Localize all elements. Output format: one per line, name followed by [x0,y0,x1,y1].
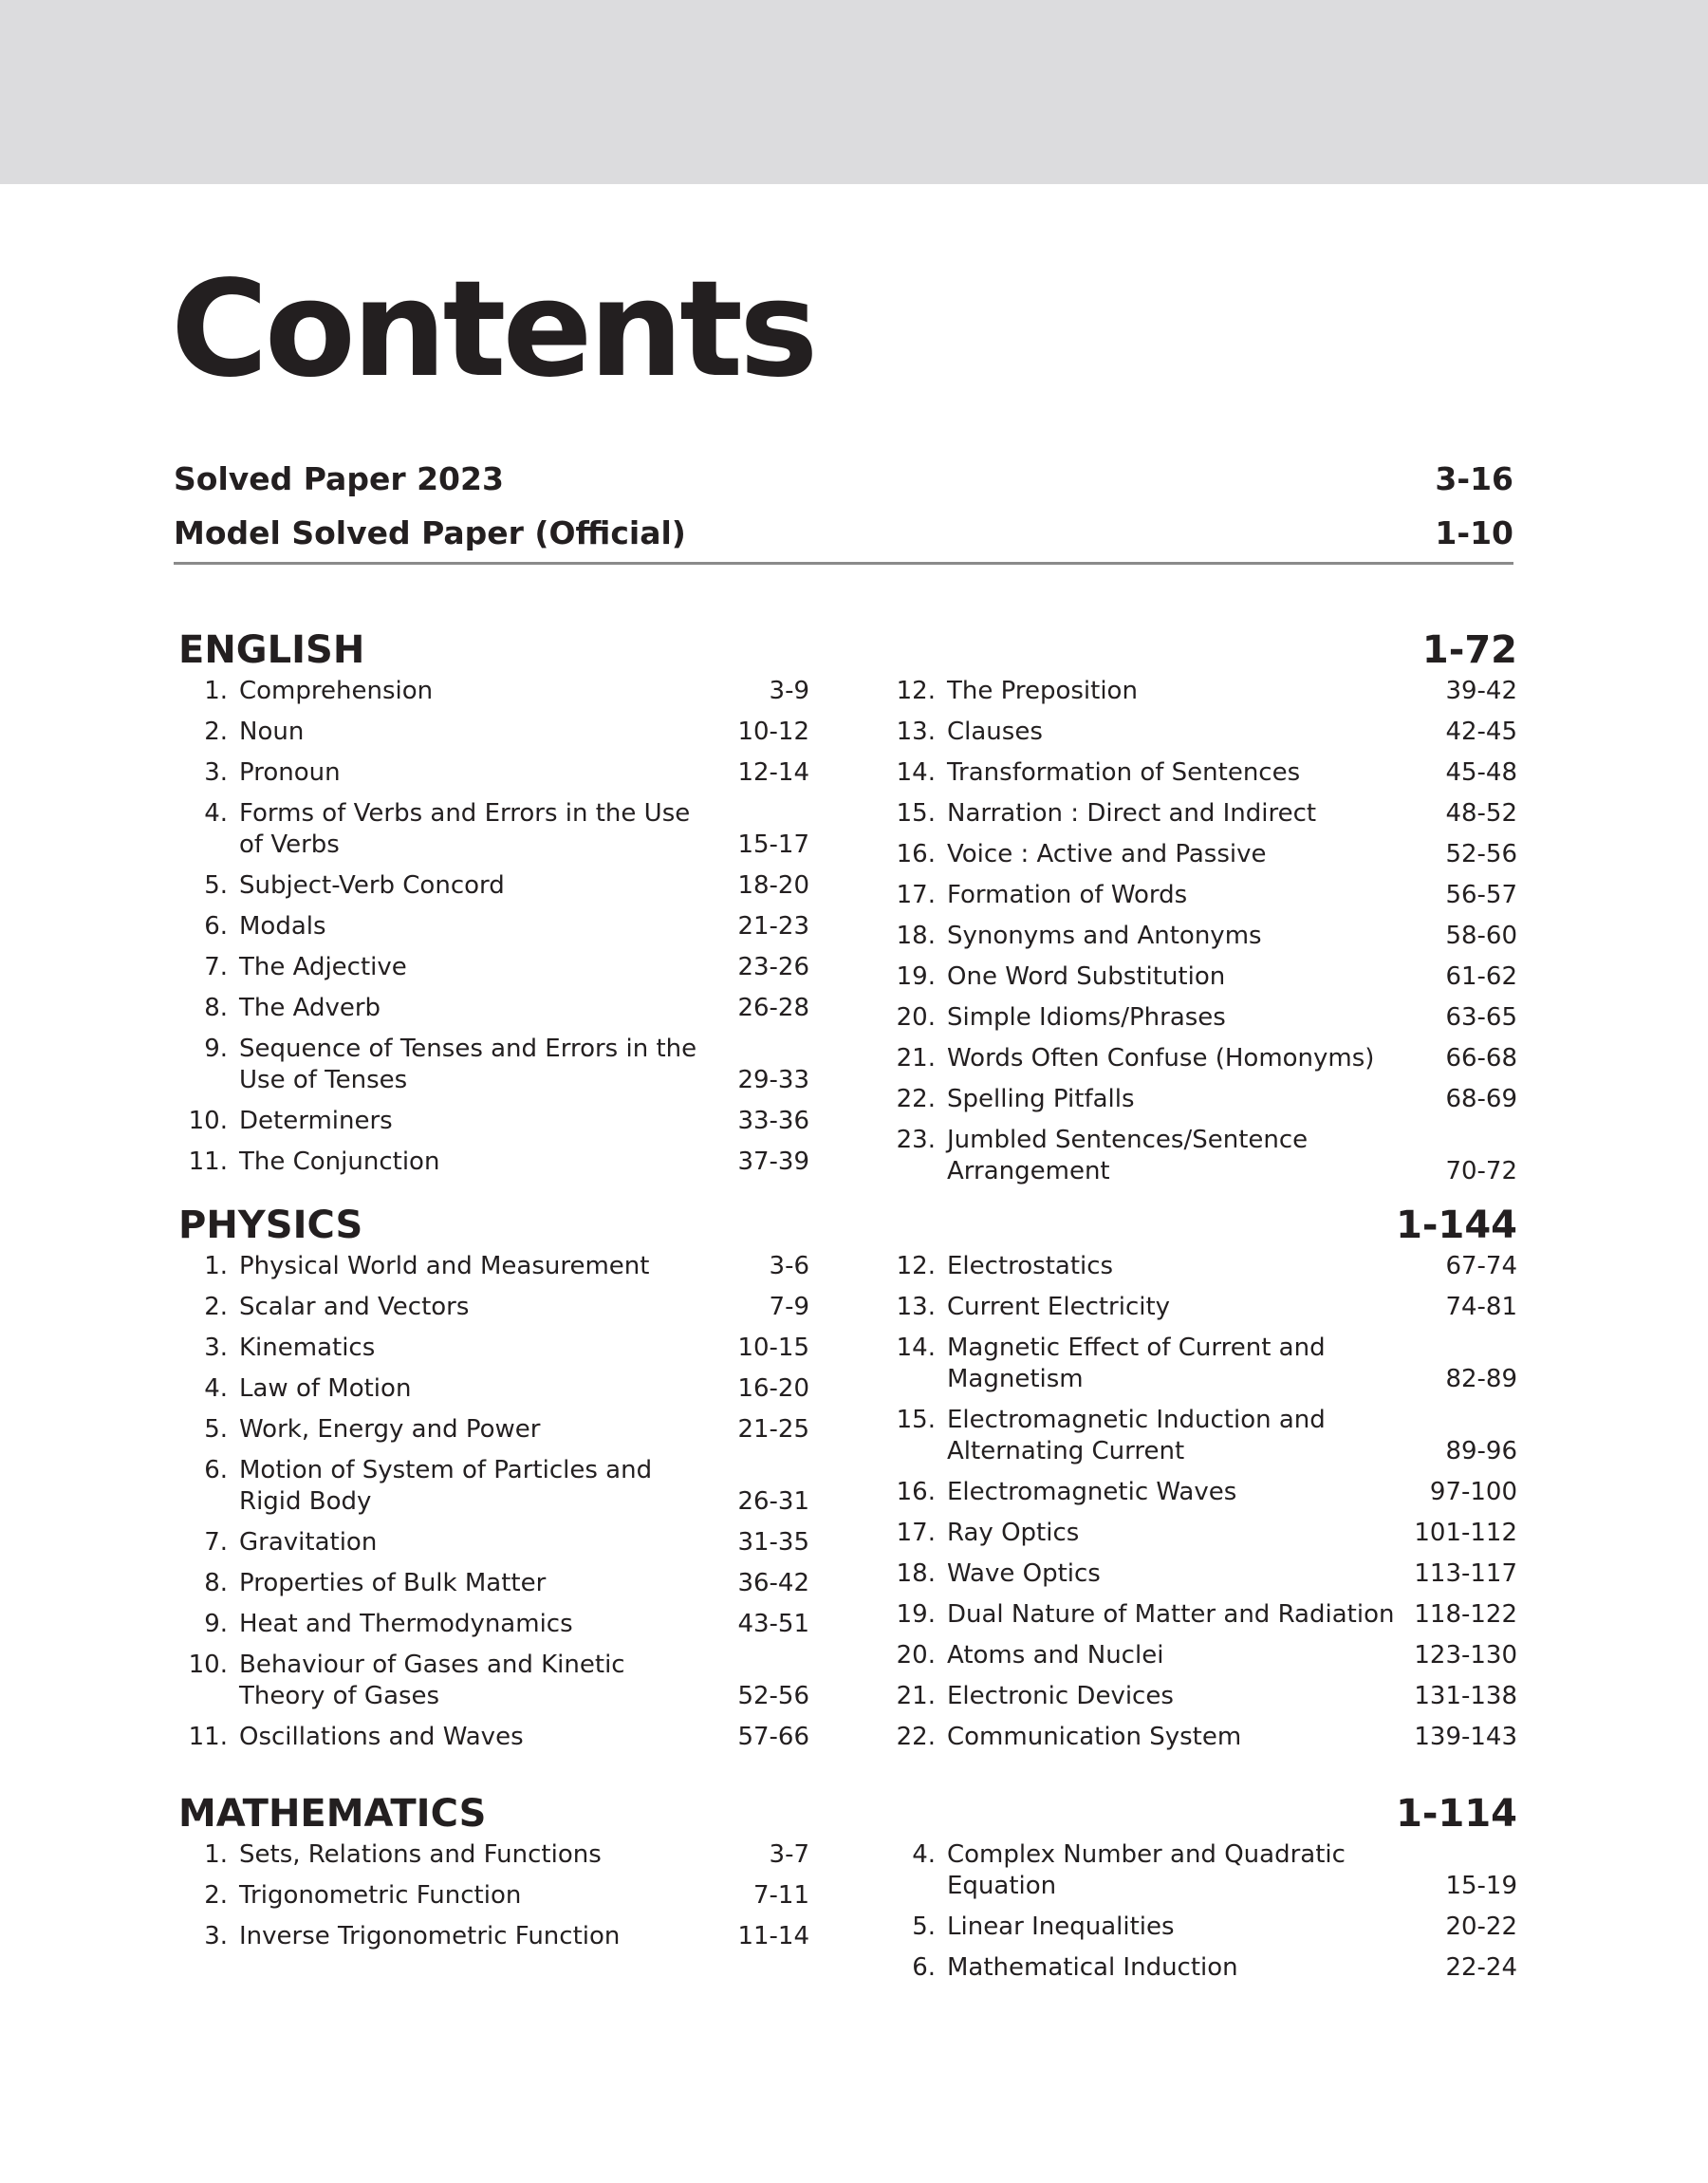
entry-title: Clauses [947,718,1043,746]
section-header [178,1792,1517,1836]
entry-number: 11. [188,1723,228,1751]
entry-pages: 82-89 [1445,1365,1517,1393]
entry-number: 5. [204,871,228,900]
toc-entry [178,1604,809,1645]
entry-title: Work, Energy and Power [239,1415,541,1444]
toc-entry [178,1246,809,1287]
toc-entry [178,947,809,988]
entry-title: Magnetic Effect of Current and Magnetism [947,1334,1326,1393]
entry-number: 19. [896,962,936,991]
toc-entry [886,1635,1517,1676]
entry-number: 21. [896,1044,936,1073]
front-matter-row [174,460,1513,497]
entry-pages: 18-20 [737,871,809,900]
entry-number: 12. [896,677,936,705]
entry-title: Behaviour of Gases and Kinetic Theory of Gases [239,1651,625,1710]
entry-number: 5. [204,1415,228,1444]
entry-pages: 3-9 [769,677,809,705]
toc-entry [178,1835,809,1875]
toc-entry [886,1400,1517,1472]
entry-title: Physical World and Measurement [239,1252,650,1280]
entry-pages: 42-45 [1445,718,1517,746]
section-title: ENGLISH [178,628,365,672]
section-title: PHYSICS [178,1203,363,1247]
entry-pages: 7-9 [769,1293,809,1321]
entry-pages: 70-72 [1445,1157,1517,1185]
entry-pages: 56-57 [1445,881,1517,909]
entry-title: Inverse Trigonometric Function [239,1922,621,1950]
entry-number: 2. [204,718,228,746]
toc-entry [886,1472,1517,1513]
toc-column-right [886,1835,1517,1988]
toc-entry [886,1328,1517,1400]
entry-number: 4. [204,1374,228,1403]
toc-entry [178,1142,809,1183]
entry-title: Sequence of Tenses and Errors in the Use of Tenses [239,1035,697,1094]
entry-title: Forms of Verbs and Errors in the Use of Verbs [239,799,691,859]
section-pages: 1-72 [1421,628,1517,672]
toc-entry [886,1038,1517,1079]
entry-number: 4. [912,1840,936,1869]
entry-pages: 21-23 [737,912,809,941]
entry-number: 12. [896,1252,936,1280]
toc-entry [178,1328,809,1369]
toc-entry [886,712,1517,753]
entry-number: 17. [896,1519,936,1547]
entry-pages: 33-36 [737,1107,809,1135]
entry-title: Properties of Bulk Matter [239,1569,547,1597]
toc-entry [178,866,809,906]
toc-column-right [886,1246,1517,1758]
entry-pages: 10-15 [737,1334,809,1362]
toc-column-left [178,1246,809,1758]
entry-number: 11. [188,1147,228,1176]
entry-number: 22. [896,1085,936,1113]
entry-number: 19. [896,1600,936,1629]
section-header [178,628,1517,672]
entry-number: 6. [912,1953,936,1982]
entry-number: 4. [204,799,228,828]
entry-title: Sets, Relations and Functions [239,1840,602,1869]
entry-pages: 66-68 [1445,1044,1517,1073]
entry-pages: 16-20 [737,1374,809,1403]
toc-entry [178,1409,809,1450]
entry-pages: 57-66 [737,1723,809,1751]
entry-pages: 89-96 [1445,1437,1517,1465]
entry-number: 22. [896,1723,936,1751]
entry-number: 1. [204,1840,228,1869]
entry-title: Modals [239,912,326,941]
entry-pages: 3-6 [769,1252,809,1280]
entry-pages: 7-11 [752,1881,809,1910]
entry-pages: 36-42 [737,1569,809,1597]
toc-entry [178,1717,809,1758]
toc-entry [178,906,809,947]
entry-number: 5. [912,1912,936,1941]
entry-pages: 101-112 [1414,1519,1517,1547]
toc-entry [178,1287,809,1328]
entry-title: Subject-Verb Concord [239,871,505,900]
page-title: Contents [171,252,815,407]
entry-pages: 22-24 [1445,1953,1517,1982]
entry-title: The Adjective [239,953,407,981]
entry-pages: 10-12 [737,718,809,746]
entry-title: Voice : Active and Passive [947,840,1267,868]
entry-number: 6. [204,1456,228,1484]
entry-number: 16. [896,1478,936,1506]
entry-title: Ray Optics [947,1519,1080,1547]
front-matter-title: Solved Paper 2023 [174,460,504,497]
entry-pages: 45-48 [1445,758,1517,787]
entry-pages: 12-14 [737,758,809,787]
entry-title: Comprehension [239,677,434,705]
entry-number: 7. [204,1528,228,1557]
entry-title: Heat and Thermodynamics [239,1610,573,1638]
entry-number: 9. [204,1610,228,1638]
entry-number: 10. [188,1651,228,1679]
entry-title: Linear Inequalities [947,1912,1175,1941]
toc-entry [178,1645,809,1717]
entry-number: 23. [896,1126,936,1154]
toc-entry [178,1369,809,1409]
toc-entry [178,988,809,1029]
entry-number: 20. [896,1641,936,1670]
entry-number: 18. [896,1559,936,1588]
section-pages: 1-144 [1396,1203,1517,1247]
section-mathematics [178,1792,1517,1982]
entry-title: Communication System [947,1723,1242,1751]
section-pages: 1-114 [1396,1792,1517,1836]
toc-entry [886,671,1517,712]
entry-title: One Word Substitution [947,962,1226,991]
entry-pages: 118-122 [1414,1600,1517,1629]
entry-title: Motion of System of Particles and Rigid Body [239,1456,653,1516]
entry-number: 18. [896,922,936,950]
toc-entry [886,957,1517,998]
entry-pages: 52-56 [737,1682,809,1710]
entry-number: 3. [204,758,228,787]
entry-title: Complex Number and Quadratic Equation [947,1840,1346,1900]
entry-title: Simple Idioms/Phrases [947,1003,1226,1032]
entry-number: 2. [204,1881,228,1910]
entry-title: Words Often Confuse (Homonyms) [947,1044,1375,1073]
toc-entry [886,1676,1517,1717]
toc-entry [178,1916,809,1957]
entry-title: Electromagnetic Induction and Alternating Current [947,1406,1326,1465]
entry-number: 8. [204,994,228,1022]
entry-title: The Preposition [947,677,1138,705]
entry-pages: 74-81 [1445,1293,1517,1321]
entry-pages: 61-62 [1445,962,1517,991]
entry-pages: 43-51 [737,1610,809,1638]
entry-pages: 20-22 [1445,1912,1517,1941]
toc-entry [886,793,1517,834]
toc-entry [886,1835,1517,1907]
entry-pages: 58-60 [1445,922,1517,950]
toc-entry [178,753,809,793]
page-header-band [0,0,1708,184]
entry-number: 15. [896,1406,936,1434]
front-matter-row [174,514,1513,551]
entry-title: Transformation of Sentences [947,758,1301,787]
entry-title: Current Electricity [947,1293,1171,1321]
toc-entry [178,1875,809,1916]
entry-title: Determiners [239,1107,393,1135]
entry-number: 21. [896,1682,936,1710]
entry-number: 1. [204,1252,228,1280]
toc-entry [178,671,809,712]
entry-pages: 139-143 [1414,1723,1517,1751]
entry-number: 2. [204,1293,228,1321]
entry-title: Dual Nature of Matter and Radiation [947,1600,1395,1629]
entry-title: Mathematical Induction [947,1953,1238,1982]
entry-title: Pronoun [239,758,341,787]
entry-pages: 131-138 [1414,1682,1517,1710]
entry-pages: 52-56 [1445,840,1517,868]
entry-title: Law of Motion [239,1374,412,1403]
entry-number: 3. [204,1334,228,1362]
entry-pages: 48-52 [1445,799,1517,828]
entry-number: 13. [896,718,936,746]
entry-title: Spelling Pitfalls [947,1085,1135,1113]
toc-entry [886,998,1517,1038]
entry-number: 14. [896,758,936,787]
front-matter-title: Model Solved Paper (Official) [174,514,686,551]
toc-entry [886,1717,1517,1758]
entry-title: The Conjunction [239,1147,440,1176]
section-title: MATHEMATICS [178,1792,487,1836]
entry-title: Atoms and Nuclei [947,1641,1164,1670]
section-physics [178,1203,1517,1751]
entry-number: 20. [896,1003,936,1032]
entry-number: 16. [896,840,936,868]
entry-number: 7. [204,953,228,981]
section-header [178,1203,1517,1247]
entry-number: 9. [204,1035,228,1063]
entry-title: Kinematics [239,1334,376,1362]
entry-number: 17. [896,881,936,909]
entry-pages: 123-130 [1414,1641,1517,1670]
toc-entry [178,712,809,753]
entry-title: Noun [239,718,305,746]
toc-entry [886,1513,1517,1554]
toc-entry [178,1101,809,1142]
entry-pages: 15-19 [1445,1872,1517,1900]
entry-pages: 39-42 [1445,677,1517,705]
front-matter-pages: 3-16 [1435,460,1513,497]
entry-title: Narration : Direct and Indirect [947,799,1317,828]
toc-entry [178,1450,809,1522]
toc-column-left [178,1835,809,1957]
entry-title: Electrostatics [947,1252,1114,1280]
toc-entry [886,875,1517,916]
entry-number: 15. [896,799,936,828]
toc-entry [178,1029,809,1101]
entry-number: 14. [896,1334,936,1362]
entry-pages: 26-28 [737,994,809,1022]
entry-title: Synonyms and Antonyms [947,922,1262,950]
toc-entry [886,1595,1517,1635]
toc-entry [178,1522,809,1563]
toc-entry [886,916,1517,957]
entry-pages: 26-31 [737,1487,809,1516]
entry-title: Formation of Words [947,881,1188,909]
entry-title: Electronic Devices [947,1682,1174,1710]
toc-entry [886,1554,1517,1595]
toc-entry [886,1287,1517,1328]
entry-pages: 31-35 [737,1528,809,1557]
entry-number: 13. [896,1293,936,1321]
entry-number: 8. [204,1569,228,1597]
entry-pages: 3-7 [769,1840,809,1869]
entry-pages: 11-14 [737,1922,809,1950]
entry-title: Trigonometric Function [239,1881,522,1910]
entry-pages: 21-25 [737,1415,809,1444]
entry-pages: 113-117 [1414,1559,1517,1588]
toc-entry [886,1907,1517,1948]
entry-pages: 68-69 [1445,1085,1517,1113]
entry-title: The Adverb [239,994,381,1022]
section-english [178,628,1517,1185]
divider-rule [174,562,1513,565]
entry-title: Scalar and Vectors [239,1293,470,1321]
toc-entry [886,1120,1517,1192]
toc-entry [886,834,1517,875]
toc-entry [886,1948,1517,1988]
entry-pages: 29-33 [737,1066,809,1094]
entry-title: Gravitation [239,1528,378,1557]
toc-column-right [886,671,1517,1192]
entry-pages: 67-74 [1445,1252,1517,1280]
entry-pages: 15-17 [737,830,809,859]
entry-number: 3. [204,1922,228,1950]
toc-entry [886,1246,1517,1287]
entry-title: Jumbled Sentences/Sentence Arrangement [947,1126,1309,1185]
entry-pages: 63-65 [1445,1003,1517,1032]
entry-pages: 97-100 [1429,1478,1517,1506]
entry-number: 1. [204,677,228,705]
entry-number: 10. [188,1107,228,1135]
entry-title: Electromagnetic Waves [947,1478,1237,1506]
entry-pages: 23-26 [737,953,809,981]
toc-entry [178,1563,809,1604]
toc-entry [178,793,809,866]
entry-title: Oscillations and Waves [239,1723,524,1751]
toc-entry [886,1079,1517,1120]
entry-number: 6. [204,912,228,941]
entry-pages: 37-39 [737,1147,809,1176]
front-matter-pages: 1-10 [1435,514,1513,551]
toc-entry [886,753,1517,793]
entry-title: Wave Optics [947,1559,1101,1588]
toc-column-left [178,671,809,1183]
